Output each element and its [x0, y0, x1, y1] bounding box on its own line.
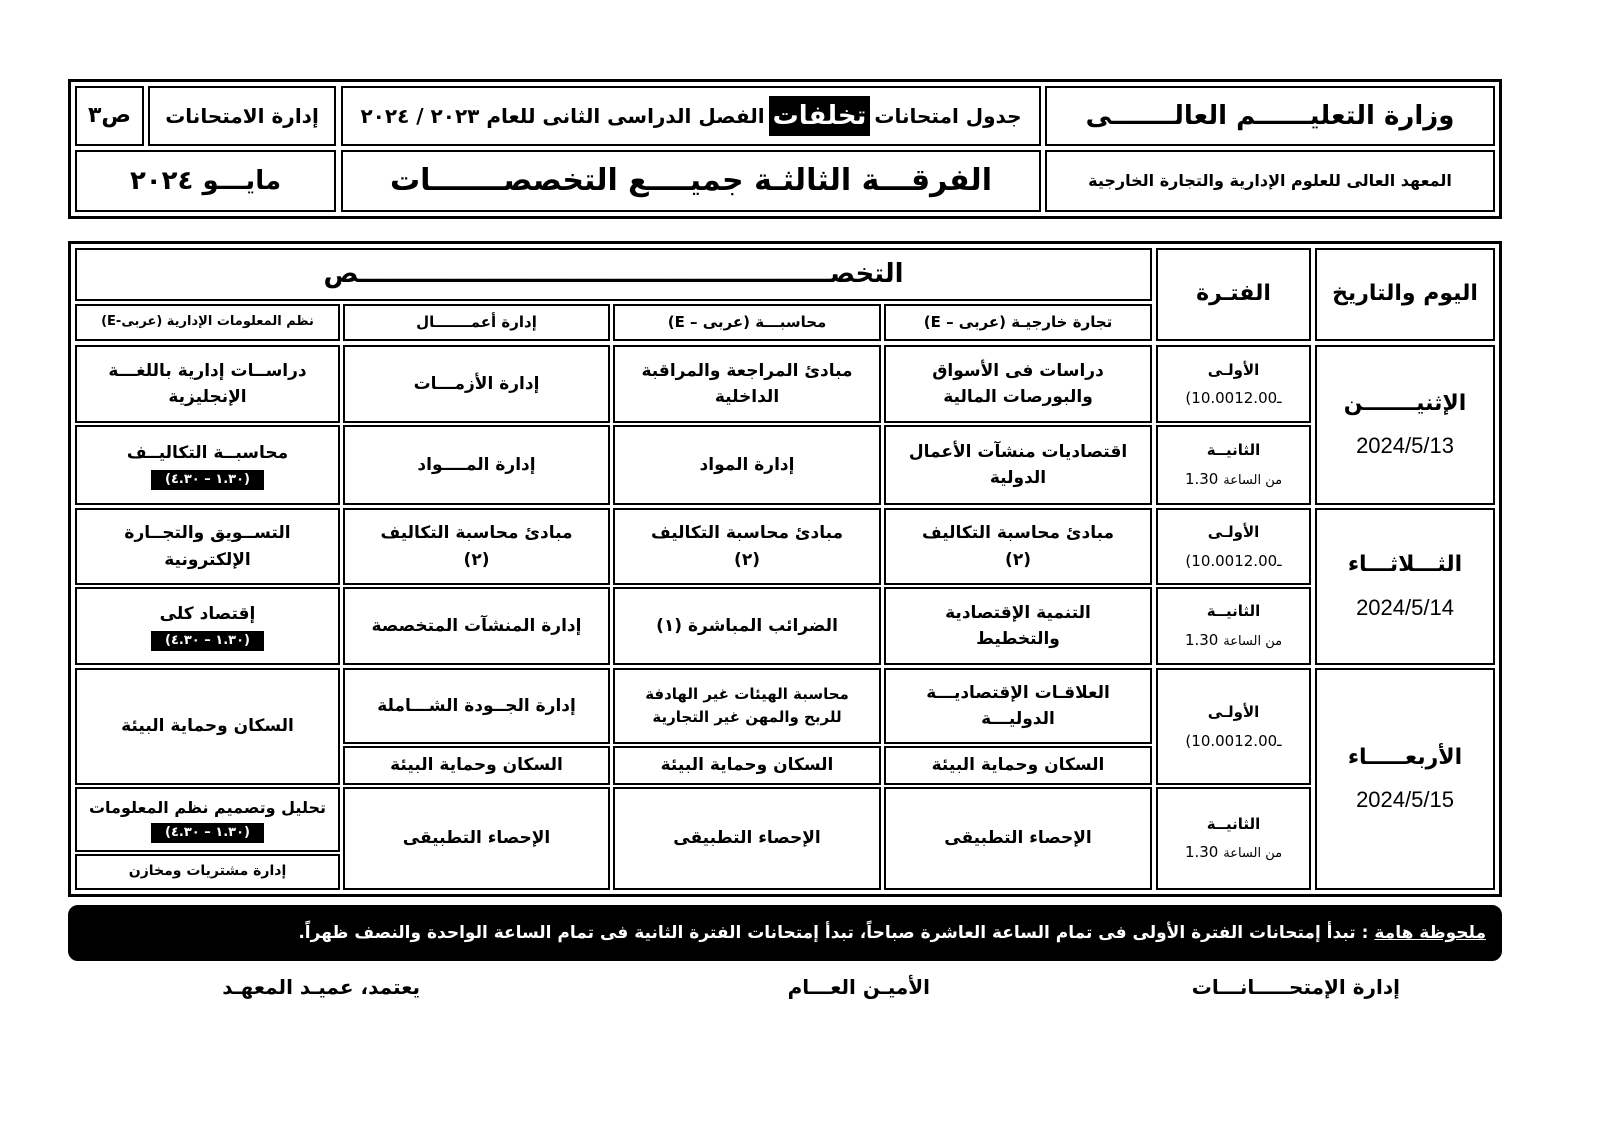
col-day-text: اليوم والتاريخ: [1332, 281, 1478, 307]
period-second: [1156, 425, 1311, 505]
time-badge: (١.٣٠ – ٤.٣٠): [151, 470, 264, 490]
institute-name: [1045, 150, 1495, 212]
exam-cell: [75, 587, 340, 665]
col-header-period: [1156, 248, 1311, 341]
day-name: الثـــلاثـــاء: [1347, 552, 1463, 578]
period-name: الأولـى: [1207, 360, 1260, 379]
spec-business: [343, 304, 610, 341]
exam-subject: محاسبــة التكاليــف: [126, 443, 289, 464]
day-tuesday: [1315, 508, 1495, 665]
exam-cell: [75, 787, 340, 852]
important-note: [68, 905, 1502, 961]
level-title: [341, 150, 1041, 212]
period-first: [1156, 668, 1311, 785]
schedule-tag: تخلفات: [769, 96, 871, 136]
note-text: : تبدأ إمتحانات الفترة الأولى فى تمام الساعة العاشرة صباحاً، تبدأ إمتحانات الفترة الثانية فى تمام الساعة الواحدة والنصف ظهراً.: [298, 923, 1369, 943]
exam-cell: إدارة المواد: [613, 425, 881, 505]
exam-subject: إدارة مشتريات ومخازن: [128, 863, 287, 880]
period-second: [1156, 787, 1311, 890]
period-time: (10.00ـ12.00: [1185, 551, 1282, 570]
time-badge: (١.٣٠ – ٤.٣٠): [151, 631, 264, 651]
spec-mis-text: نظم المعلومات الإدارية (عربى-E): [101, 314, 314, 330]
exam-cell: [75, 425, 340, 505]
ministry-text: وزارة التعليــــــم العالـــــــى: [1085, 100, 1455, 131]
exam-cell: اقتصاديات منشآت الأعمال الدولية: [884, 425, 1152, 505]
signature-exams: إدارة الإمتحـــــانـــات: [1191, 975, 1400, 999]
period-first: [1156, 345, 1311, 423]
period-time: (10.00ـ12.00: [1185, 731, 1282, 750]
month-label: [75, 150, 336, 212]
period-first: [1156, 508, 1311, 585]
spec-trade: [884, 304, 1152, 341]
exam-cell: إدارة المــــواد: [343, 425, 610, 505]
exam-cell: التســويق والتجــارة الإلكترونية: [75, 508, 340, 585]
page-number: [75, 86, 144, 146]
exam-cell: السكان وحماية البيئة: [75, 668, 340, 785]
institute-text: المعهد العالى للعلوم الإدارية والتجارة الخارجية: [1088, 170, 1452, 190]
exam-cell: مبادئ محاسبة التكاليف (٢): [613, 508, 881, 585]
spec-business-text: إدارة أعمـــــــال: [416, 312, 537, 331]
spec-trade-text: تجارة خارجيـة (عربى – E): [923, 312, 1113, 331]
exam-cell: العلاقـات الإقتصاديـــة الدوليـــة: [884, 668, 1152, 744]
period-name: الثانيــة: [1206, 441, 1261, 460]
exam-subject: إقتصاد كلى: [159, 604, 256, 625]
spec-accounting-text: محاسبـــة (عربى – E): [667, 312, 827, 331]
exam-cell: [75, 854, 340, 890]
day-date: 2024/5/13: [1356, 433, 1454, 458]
exam-cell: السكان وحماية البيئة: [884, 746, 1152, 785]
exam-cell: الإحصاء التطبيقى: [343, 787, 610, 890]
exam-cell: محاسبة الهيئات غير الهادفة للربح والمهن غير التجارية: [613, 668, 881, 744]
signature-secretary: الأميـن العـــام: [787, 975, 930, 999]
schedule-title: [341, 86, 1041, 146]
spec-accounting: [613, 304, 881, 341]
col-spec-text: التخصـــــــــــــــــــــــــــــــــــــــــــــــــــــص: [323, 259, 904, 290]
exam-cell: مبادئ محاسبة التكاليف (٢): [884, 508, 1152, 585]
period-prefix: من الساعة: [1223, 846, 1283, 862]
schedule-suffix: الفصل الدراسى الثانى للعام ٢٠٢٣ / ٢٠٢٤: [360, 103, 765, 128]
period-prefix: من الساعة: [1223, 633, 1283, 649]
exam-cell: الإحصاء التطبيقى: [613, 787, 881, 890]
exam-cell: دراســات إدارية باللغـــة الإنجليزية: [75, 345, 340, 423]
spec-mis: [75, 304, 340, 341]
day-name: الأربعـــــاء: [1347, 744, 1463, 770]
ministry-title: [1045, 86, 1495, 146]
period-time: 1.30: [1184, 469, 1219, 488]
exam-cell: السكان وحماية البيئة: [613, 746, 881, 785]
exam-cell: التنمية الإقتصادية والتخطيط: [884, 587, 1152, 665]
exam-subject: تحليل وتصميم نظم المعلومات: [88, 797, 327, 817]
col-header-day: [1315, 248, 1495, 341]
exam-cell: مبادئ المراجعة والمراقبة الداخلية: [613, 345, 881, 423]
period-name: الأولـى: [1207, 523, 1260, 541]
exam-cell: إدارة المنشآت المتخصصة: [343, 587, 610, 665]
exam-cell: دراسات فى الأسواق والبورصات المالية: [884, 345, 1152, 423]
exam-cell: الضرائب المباشرة (١): [613, 587, 881, 665]
exam-cell: مبادئ محاسبة التكاليف (٢): [343, 508, 610, 585]
exam-cell: السكان وحماية البيئة: [343, 746, 610, 785]
signature-dean: يعتمد، عميـد المعهـد: [222, 975, 420, 999]
day-monday: [1315, 345, 1495, 505]
exam-cell: إدارة الأزمـــات: [343, 345, 610, 423]
period-prefix: من الساعة: [1223, 472, 1283, 488]
period-time: 1.30: [1184, 843, 1219, 862]
page-text: ص٣: [87, 102, 132, 128]
day-date: 2024/5/14: [1356, 594, 1454, 620]
period-time: 1.30: [1184, 630, 1219, 649]
department-label: [148, 86, 336, 146]
department-text: إدارة الامتحانات: [165, 103, 319, 128]
month-text: مايـــو ٢٠٢٤: [129, 165, 282, 196]
schedule-prefix: جدول امتحانات: [874, 103, 1022, 128]
day-date: 2024/5/15: [1356, 787, 1454, 812]
period-time: (10.00ـ12.00: [1185, 389, 1282, 407]
period-second: [1156, 587, 1311, 665]
period-name: الأولـى: [1207, 703, 1260, 721]
time-badge: (١.٣٠ – ٤.٣٠): [151, 823, 264, 843]
day-wednesday: [1315, 668, 1495, 890]
col-period-text: الفتـرة: [1196, 281, 1271, 307]
day-name: الإثنيـــــــن: [1343, 390, 1467, 416]
exam-cell: إدارة الجــودة الشـــاملة: [343, 668, 610, 744]
period-name: الثانيــة: [1206, 602, 1261, 621]
period-name: الثانيــة: [1206, 814, 1261, 833]
col-header-spec: [75, 248, 1152, 301]
note-label: ملحوظة هامة: [1374, 923, 1486, 943]
level-text: الفرقـــة الثالثـة جميــــع التخصصـــــــات: [390, 162, 992, 198]
exam-cell: الإحصاء التطبيقى: [884, 787, 1152, 890]
